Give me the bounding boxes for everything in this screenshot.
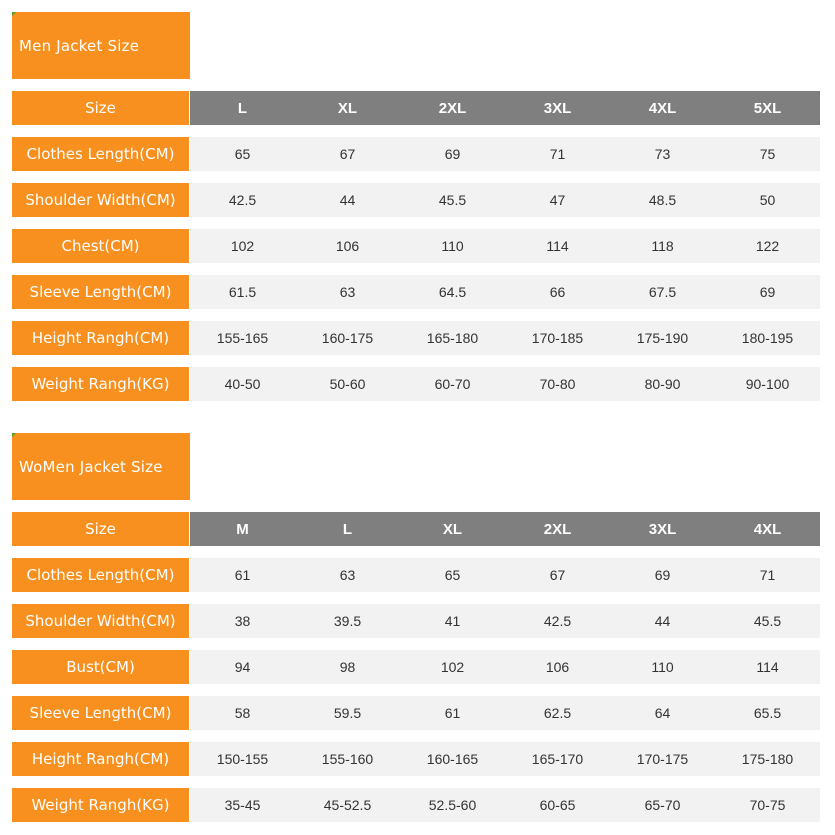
table-cell: 42.5 xyxy=(228,192,257,208)
row-cells xyxy=(190,321,820,355)
size-header-cell: 3XL xyxy=(648,520,677,538)
table-cell: 110 xyxy=(651,659,674,675)
size-header-cell: M xyxy=(236,520,249,538)
table-row xyxy=(12,696,820,730)
table-cell: 45-52.5 xyxy=(323,797,372,813)
table-cell: 65-70 xyxy=(644,797,681,813)
table-cell: 180-195 xyxy=(741,330,794,346)
table-cell: 65 xyxy=(234,146,251,162)
table-cell: 70-80 xyxy=(539,376,576,392)
size-header-cell: 4XL xyxy=(648,99,677,117)
row-label: Clothes Length(CM) xyxy=(12,137,189,171)
size-header-cell: XL xyxy=(442,520,463,538)
table-cell: 65.5 xyxy=(753,705,782,721)
men-header-cells xyxy=(190,91,820,125)
table-cell: 71 xyxy=(549,146,566,162)
women-header-label: Size xyxy=(12,512,189,546)
table-cell: 59.5 xyxy=(333,705,362,721)
table-row xyxy=(12,742,820,776)
size-header-cell: 2XL xyxy=(438,99,467,117)
row-cells xyxy=(190,742,820,776)
table-cell: 170-185 xyxy=(531,330,584,346)
men-section-title: Men Jacket Size xyxy=(12,12,190,79)
table-cell: 67 xyxy=(549,567,566,583)
table-cell: 45.5 xyxy=(753,613,782,629)
table-cell: 62.5 xyxy=(543,705,572,721)
table-cell: 69 xyxy=(759,284,776,300)
table-cell: 63 xyxy=(339,567,356,583)
table-cell: 38 xyxy=(234,613,251,629)
women-section-title: WoMen Jacket Size xyxy=(12,433,190,500)
row-cells xyxy=(190,604,820,638)
table-cell: 60-70 xyxy=(434,376,471,392)
row-label: Shoulder Width(CM) xyxy=(12,183,189,217)
table-row xyxy=(12,604,820,638)
row-cells xyxy=(190,229,820,263)
table-cell: 175-190 xyxy=(636,330,689,346)
men-header-label: Size xyxy=(12,91,189,125)
table-cell: 61.5 xyxy=(228,284,257,300)
table-cell: 160-175 xyxy=(321,330,374,346)
row-label: Shoulder Width(CM) xyxy=(12,604,189,638)
table-cell: 118 xyxy=(651,238,674,254)
table-cell: 106 xyxy=(335,238,360,254)
row-cells xyxy=(190,137,820,171)
table-cell: 155-165 xyxy=(216,330,269,346)
table-cell: 110 xyxy=(441,238,464,254)
size-header-cell: 4XL xyxy=(753,520,782,538)
size-header-cell: 2XL xyxy=(543,520,572,538)
women-header-row xyxy=(12,512,820,546)
men-header-row xyxy=(12,91,820,125)
table-row xyxy=(12,650,820,684)
row-cells xyxy=(190,650,820,684)
row-label: Sleeve Length(CM) xyxy=(12,696,189,730)
table-cell: 64.5 xyxy=(438,284,467,300)
row-cells xyxy=(190,558,820,592)
table-cell: 50-60 xyxy=(329,376,366,392)
table-cell: 50 xyxy=(759,192,776,208)
size-header-cell: 5XL xyxy=(753,99,782,117)
table-cell: 60-65 xyxy=(539,797,576,813)
row-label: Bust(CM) xyxy=(12,650,189,684)
table-cell: 90-100 xyxy=(745,376,790,392)
row-label: Height Rangh(CM) xyxy=(12,321,189,355)
table-cell: 47 xyxy=(549,192,566,208)
table-row xyxy=(12,367,820,401)
table-cell: 71 xyxy=(759,567,776,583)
table-cell: 69 xyxy=(654,567,671,583)
table-cell: 160-165 xyxy=(426,751,479,767)
row-label: Sleeve Length(CM) xyxy=(12,275,189,309)
table-cell: 102 xyxy=(230,238,255,254)
table-cell: 73 xyxy=(654,146,671,162)
table-row xyxy=(12,229,820,263)
table-cell: 63 xyxy=(339,284,356,300)
table-cell: 165-170 xyxy=(531,751,584,767)
table-row xyxy=(12,321,820,355)
table-row xyxy=(12,275,820,309)
table-cell: 58 xyxy=(234,705,251,721)
table-cell: 114 xyxy=(756,659,779,675)
table-cell: 170-175 xyxy=(636,751,689,767)
table-cell: 106 xyxy=(545,659,570,675)
table-cell: 165-180 xyxy=(426,330,479,346)
table-cell: 66 xyxy=(549,284,566,300)
size-header-cell: L xyxy=(342,520,353,538)
row-cells xyxy=(190,275,820,309)
table-cell: 67.5 xyxy=(648,284,677,300)
table-cell: 61 xyxy=(234,567,251,583)
row-label: Weight Rangh(KG) xyxy=(12,788,189,822)
table-row xyxy=(12,558,820,592)
table-cell: 42.5 xyxy=(543,613,572,629)
size-header-cell: L xyxy=(237,99,248,117)
table-cell: 155-160 xyxy=(321,751,374,767)
table-cell: 65 xyxy=(444,567,461,583)
table-cell: 44 xyxy=(654,613,671,629)
table-cell: 69 xyxy=(444,146,461,162)
table-cell: 102 xyxy=(440,659,465,675)
table-cell: 41 xyxy=(444,613,461,629)
row-label: Weight Rangh(KG) xyxy=(12,367,189,401)
table-cell: 39.5 xyxy=(333,613,362,629)
table-row xyxy=(12,137,820,171)
table-cell: 80-90 xyxy=(644,376,681,392)
table-cell: 150-155 xyxy=(216,751,269,767)
row-label: Height Rangh(CM) xyxy=(12,742,189,776)
row-label: Chest(CM) xyxy=(12,229,189,263)
table-cell: 114 xyxy=(546,238,569,254)
table-cell: 175-180 xyxy=(741,751,794,767)
table-cell: 48.5 xyxy=(648,192,677,208)
table-row xyxy=(12,788,820,822)
row-cells xyxy=(190,183,820,217)
table-cell: 75 xyxy=(759,146,776,162)
row-cells xyxy=(190,367,820,401)
table-cell: 98 xyxy=(339,659,356,675)
table-cell: 94 xyxy=(234,659,251,675)
row-cells xyxy=(190,788,820,822)
table-cell: 61 xyxy=(444,705,461,721)
row-label: Clothes Length(CM) xyxy=(12,558,189,592)
table-cell: 70-75 xyxy=(749,797,786,813)
table-cell: 35-45 xyxy=(224,797,261,813)
table-cell: 44 xyxy=(339,192,356,208)
table-cell: 45.5 xyxy=(438,192,467,208)
row-cells xyxy=(190,696,820,730)
size-header-cell: 3XL xyxy=(543,99,572,117)
women-header-cells xyxy=(190,512,820,546)
size-header-cell: XL xyxy=(337,99,358,117)
table-cell: 67 xyxy=(339,146,356,162)
table-cell: 64 xyxy=(654,705,671,721)
table-cell: 122 xyxy=(755,238,780,254)
table-cell: 40-50 xyxy=(224,376,261,392)
table-row xyxy=(12,183,820,217)
table-cell: 52.5-60 xyxy=(428,797,477,813)
